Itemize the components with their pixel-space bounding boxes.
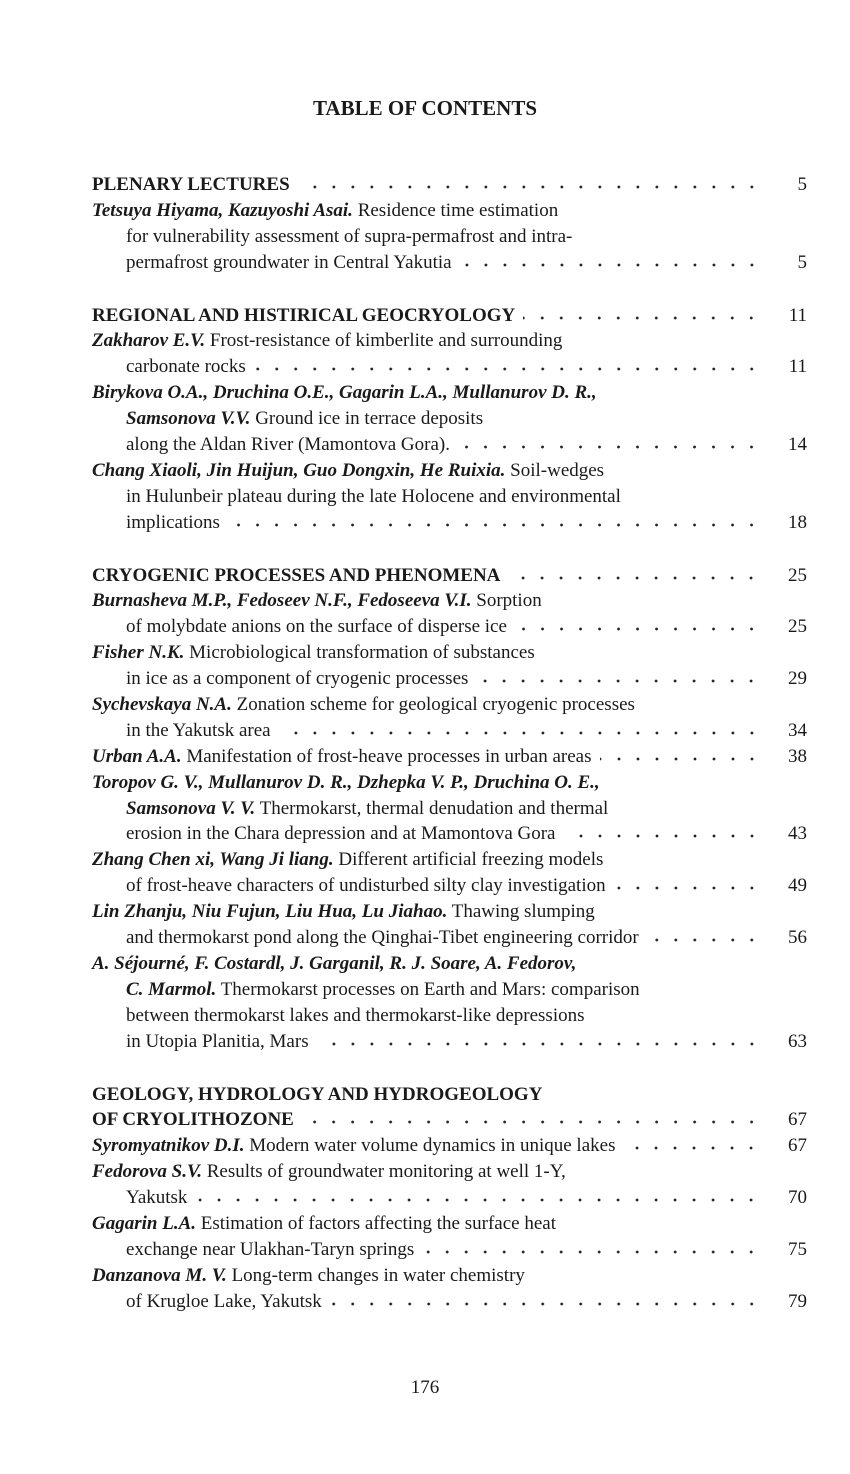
dot-leader	[228, 522, 761, 528]
entry-authors: Chang Xiaoli, Jin Huijun, Guo Dongxin, He Ruixia.	[92, 459, 506, 481]
entry-line[interactable]	[92, 744, 807, 770]
table-of-contents	[92, 172, 807, 1342]
entry-page-number: 5	[797, 251, 807, 273]
entry-page-number: 5	[797, 174, 807, 195]
dot-leader	[330, 1301, 761, 1307]
entry-title: erosion in the Chara depression and at Mamontova Gora	[126, 823, 556, 845]
entry-line[interactable]	[92, 614, 807, 640]
entry-line[interactable]	[92, 1185, 807, 1211]
entry-title: Frost-resistance of kimberlite and surrounding	[205, 330, 563, 352]
entry-title: in Utopia Planitia, Mars	[126, 1030, 309, 1052]
page-number: 176	[410, 1377, 440, 1398]
entry-line	[92, 770, 807, 796]
entry-title: Different artificial freezing models	[333, 849, 604, 871]
entry-line	[92, 406, 807, 432]
section-heading[interactable]	[92, 172, 807, 198]
dot-leader	[422, 1249, 761, 1255]
entry-title: Manifestation of frost-heave processes in urban areas	[181, 745, 592, 767]
dot-leader	[623, 1145, 761, 1151]
entry-line	[92, 692, 807, 718]
entry-line[interactable]	[92, 510, 807, 536]
dot-leader	[647, 937, 761, 943]
entry-title: implications	[126, 511, 220, 533]
entry-line	[92, 899, 807, 925]
entry-title: of molybdate anions on the surface of disperse ice	[126, 616, 507, 638]
entry-page-number: 43	[788, 823, 807, 845]
entry-page-number: 34	[788, 719, 807, 741]
entry-title: of Krugloe Lake, Yakutsk	[126, 1290, 322, 1312]
entry-page-number: 67	[788, 1109, 807, 1131]
heading-text: GEOLOGY, HYDROLOGY AND HYDROGEOLOGY	[92, 1083, 543, 1105]
dot-leader	[195, 1197, 761, 1203]
entry-title: Residence time estimation	[352, 199, 559, 221]
page-title: TABLE OF CONTENTS	[312, 96, 538, 120]
entry-line[interactable]	[92, 1289, 807, 1315]
entry-title: Results of groundwater monitoring at well 1-Y,	[201, 1161, 566, 1183]
entry-page-number: 11	[788, 356, 807, 378]
entry-authors: Gagarin L.A.	[92, 1212, 196, 1234]
entry-line	[92, 1211, 807, 1237]
dot-leader	[508, 575, 761, 581]
entry-authors: Fisher N.K.	[92, 642, 185, 664]
entry-title: and thermokarst pond along the Qinghai-Tibet engineering corridor	[126, 927, 639, 949]
entry-authors: Urban A.A.	[92, 745, 182, 767]
entry-title: Yakutsk	[126, 1187, 188, 1209]
entry-title: between thermokarst lakes and thermokarst-like depressions	[126, 1004, 585, 1026]
entry-line	[92, 484, 807, 510]
toc-section	[92, 1082, 807, 1315]
entry-title: of frost-heave characters of undisturbed silty clay investigation	[126, 875, 606, 897]
entry-line[interactable]	[92, 821, 807, 847]
heading-text: CRYOGENIC PROCESSES AND PHENOMENA	[92, 564, 501, 586]
entry-authors: Danzanova M. V.	[92, 1264, 227, 1286]
entry-authors: Lin Zhanju, Niu Fujun, Liu Hua, Lu Jiahao.	[92, 901, 448, 923]
entry-title: Thermokarst processes on Earth and Mars: comparison	[216, 978, 640, 1000]
dot-leader	[614, 885, 761, 891]
entry-line	[92, 977, 807, 1003]
entry-authors: C. Marmol.	[126, 978, 217, 1000]
entry-page-number: 29	[788, 668, 807, 690]
entry-authors: Toropov G. V., Mullanurov D. R., Dzhepka V. P., Druchina O. E.,	[92, 771, 600, 793]
section-heading	[92, 1082, 807, 1108]
entry-title: in the Yakutsk area	[126, 719, 271, 741]
entry-line	[92, 1159, 807, 1185]
dot-leader	[298, 184, 761, 190]
entry-authors: A. Séjourné, F. Costardl, J. Garganil, R. J. Soare, A. Fedorov,	[92, 952, 577, 974]
entry-line	[92, 640, 807, 666]
entry-line	[92, 1003, 807, 1029]
entry-title: permafrost groundwater in Central Yakutia	[126, 251, 452, 273]
entry-line	[92, 458, 807, 484]
dot-leader	[460, 262, 761, 268]
dot-leader	[279, 730, 761, 736]
entry-line[interactable]	[92, 1029, 807, 1055]
entry-line[interactable]	[92, 925, 807, 951]
entry-title: for vulnerability assessment of supra-permafrost and intra-	[126, 225, 573, 247]
entry-authors: Syromyatnikov D.I.	[92, 1135, 245, 1157]
entry-title: Microbiological transformation of substances	[184, 642, 535, 664]
entry-title: Soil-wedges	[505, 459, 605, 481]
entry-authors: Fedorova S.V.	[92, 1161, 202, 1183]
entry-title: Thawing slumping	[447, 901, 595, 923]
entry-line	[92, 951, 807, 977]
entry-title: exchange near Ulakhan-Taryn springs	[126, 1238, 415, 1260]
entry-line	[92, 588, 807, 614]
entry-title: Modern water volume dynamics in unique lakes	[244, 1135, 616, 1157]
entry-line[interactable]	[92, 718, 807, 744]
entry-title: carbonate rocks	[126, 356, 246, 378]
entry-line	[92, 796, 807, 822]
entry-authors: Sychevskaya N.A.	[92, 694, 232, 716]
entry-authors: Zakharov E.V.	[92, 330, 206, 352]
entry-page-number: 25	[788, 564, 807, 586]
entry-authors: Zhang Chen xi, Wang Ji liang.	[92, 849, 334, 871]
heading-text: OF CRYOLITHOZONE	[92, 1109, 294, 1131]
entry-authors: Burnasheva M.P., Fedoseev N.F., Fedoseeva V.I.	[92, 590, 472, 612]
dot-leader	[523, 315, 761, 321]
entry-title: along the Aldan River (Mamontova Gora).	[126, 434, 450, 456]
entry-line[interactable]	[92, 666, 807, 692]
toc-section	[92, 172, 807, 276]
entry-line[interactable]	[92, 1133, 807, 1159]
dot-leader	[302, 1119, 761, 1125]
entry-line	[92, 847, 807, 873]
entry-line[interactable]	[92, 1237, 807, 1263]
entry-line	[92, 380, 807, 406]
section-heading[interactable]	[92, 1107, 807, 1133]
dot-leader	[564, 833, 762, 839]
section-heading[interactable]	[92, 563, 807, 589]
dot-leader	[600, 756, 761, 762]
entry-page-number: 14	[788, 434, 807, 456]
entry-line	[92, 328, 807, 354]
entry-title: Thermokarst, thermal denudation and thermal	[255, 797, 609, 819]
section-heading[interactable]	[92, 303, 807, 329]
entry-page-number: 18	[788, 511, 807, 533]
entry-page-number: 38	[788, 745, 807, 767]
entry-authors: Samsonova V. V.	[126, 797, 256, 819]
entry-page-number: 63	[788, 1030, 807, 1052]
entry-line	[92, 224, 807, 250]
entry-title: Sorption	[471, 590, 542, 612]
entry-page-number: 49	[788, 875, 807, 897]
entry-page-number: 75	[788, 1238, 807, 1260]
entry-title: Estimation of factors affecting the surface heat	[196, 1212, 556, 1234]
entry-page-number: 67	[788, 1135, 807, 1157]
entry-line[interactable]	[92, 250, 807, 276]
entry-line[interactable]	[92, 873, 807, 899]
heading-text: REGIONAL AND HISTIRICAL GEOCRYOLOGY	[92, 304, 516, 326]
toc-section	[92, 303, 807, 536]
entry-authors: Birykova O.A., Druchina O.E., Gagarin L.A., Mullanurov D. R.,	[92, 382, 597, 404]
dot-leader	[458, 444, 761, 450]
entry-authors: Samsonova V.V.	[126, 408, 251, 430]
dot-leader	[515, 626, 761, 632]
entry-page-number: 79	[788, 1290, 807, 1312]
entry-title: in Hulunbeir plateau during the late Holocene and environmental	[126, 485, 621, 507]
entry-page-number: 25	[788, 616, 807, 638]
entry-page-number: 11	[788, 304, 807, 326]
entry-page-number: 70	[788, 1187, 807, 1209]
entry-title: Ground ice in terrace deposits	[250, 408, 484, 430]
entry-line	[92, 1263, 807, 1289]
heading-text: PLENARY LECTURES	[92, 174, 290, 195]
dot-leader	[254, 366, 761, 372]
entry-authors: Tetsuya Hiyama, Kazuyoshi Asai.	[92, 199, 353, 221]
dot-leader	[476, 678, 761, 684]
entry-title: in ice as a component of cryogenic processes	[126, 668, 469, 690]
entry-line[interactable]	[92, 432, 807, 458]
dot-leader	[317, 1041, 761, 1047]
toc-section	[92, 563, 807, 1055]
entry-title: Zonation scheme for geological cryogenic processes	[231, 694, 635, 716]
entry-line	[92, 198, 807, 224]
entry-line[interactable]	[92, 354, 807, 380]
entry-page-number: 56	[788, 927, 807, 949]
entry-title: Long-term changes in water chemistry	[226, 1264, 525, 1286]
